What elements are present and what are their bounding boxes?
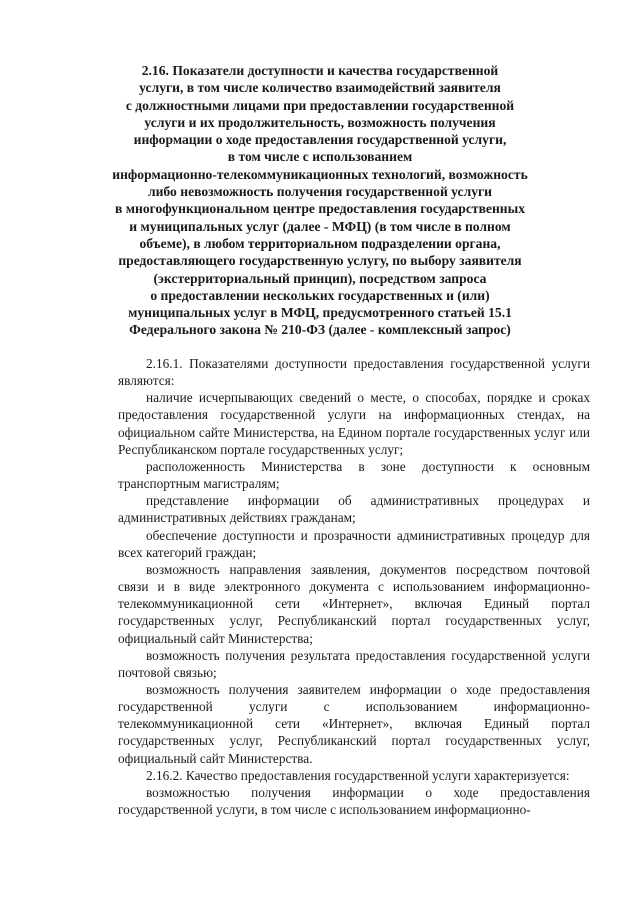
- heading-line: либо невозможность получения государственной услуги: [147, 184, 493, 200]
- heading-line: предоставляющего государственную услугу, по выбору заявителя: [118, 253, 522, 269]
- heading-line: муниципальных услуг в МФЦ, предусмотренного статьей 15.1: [128, 305, 512, 321]
- heading-line: и муниципальных услуг (далее - МФЦ) (в том числе в полном: [129, 218, 511, 234]
- list-item: представление информации об административных процедурах и административных действиях гражданам;: [118, 493, 590, 526]
- list-item: обеспечение доступности и прозрачности административных процедур для всех категорий граждан;: [118, 527, 590, 560]
- list-item: возможность получения заявителем информации о ходе предоставления государственной услуги с использованием информационно-телекоммуникационной сети «Интернет», включая Единый портал государственных услуг, Республиканский портал государственных услуг, официальный сайт Министерства.: [118, 681, 590, 766]
- paragraph-2-16-2: 2.16.2. Качество предоставления государственной услуги характеризуется:: [146, 767, 570, 783]
- heading-line: услуги и их продолжительность, возможность получения: [144, 114, 496, 130]
- heading-line: информации о ходе предоставления государственной услуги,: [133, 132, 507, 148]
- body-text: [118, 355, 590, 818]
- list-item: наличие исчерпывающих сведений о месте, о способах, порядке и сроках предоставления государственной услуги на информационных стендах, на официальном сайте Министерства, на Едином портале государственных услуг или Республиканском портале государственных услуг;: [118, 390, 590, 457]
- list-item: расположенность Министерства в зоне доступности к основным транспортным магистралям;: [118, 458, 590, 492]
- heading-line: о предоставлении нескольких государственных и (или): [150, 287, 490, 303]
- section-heading: [100, 62, 540, 339]
- heading-line: в том числе с использованием: [227, 149, 413, 165]
- list-item: возможность получения результата предоставления государственной услуги почтовой связью;: [118, 647, 590, 680]
- heading-line: объеме), в любом территориальном подразделении органа,: [139, 235, 501, 251]
- heading-line: в многофункциональном центре предоставления государственных: [114, 201, 526, 217]
- list-item: возможность направления заявления, документов посредством почтовой связи и в виде электронного документа с использованием информационно-телекоммуникационной сети «Интернет», включая Единый портал государственных услуг, Республиканский портал государственных услуг, официальный сайт Министерства;: [118, 561, 590, 646]
- heading-line: с должностными лицами при предоставлении государственной: [125, 97, 515, 113]
- heading-line: 2.16. Показатели доступности и качества государственной: [141, 63, 499, 78]
- paragraph-2-16-1: 2.16.1. Показателями доступности предоставления государственной услуги являются:: [118, 356, 590, 389]
- list-item: возможностью получения информации о ходе предоставления государственной услуги, в том числе с использованием информационно-: [118, 784, 590, 818]
- heading-line: информационно-телекоммуникационных технологий, возможность: [112, 166, 528, 182]
- heading-line: (экстерриториальный принцип), посредством запроса: [153, 270, 487, 286]
- heading-line: Федерального закона № 210-ФЗ (далее - комплексный запрос): [129, 322, 511, 338]
- heading-line: услуги, в том числе количество взаимодействий заявителя: [139, 80, 501, 96]
